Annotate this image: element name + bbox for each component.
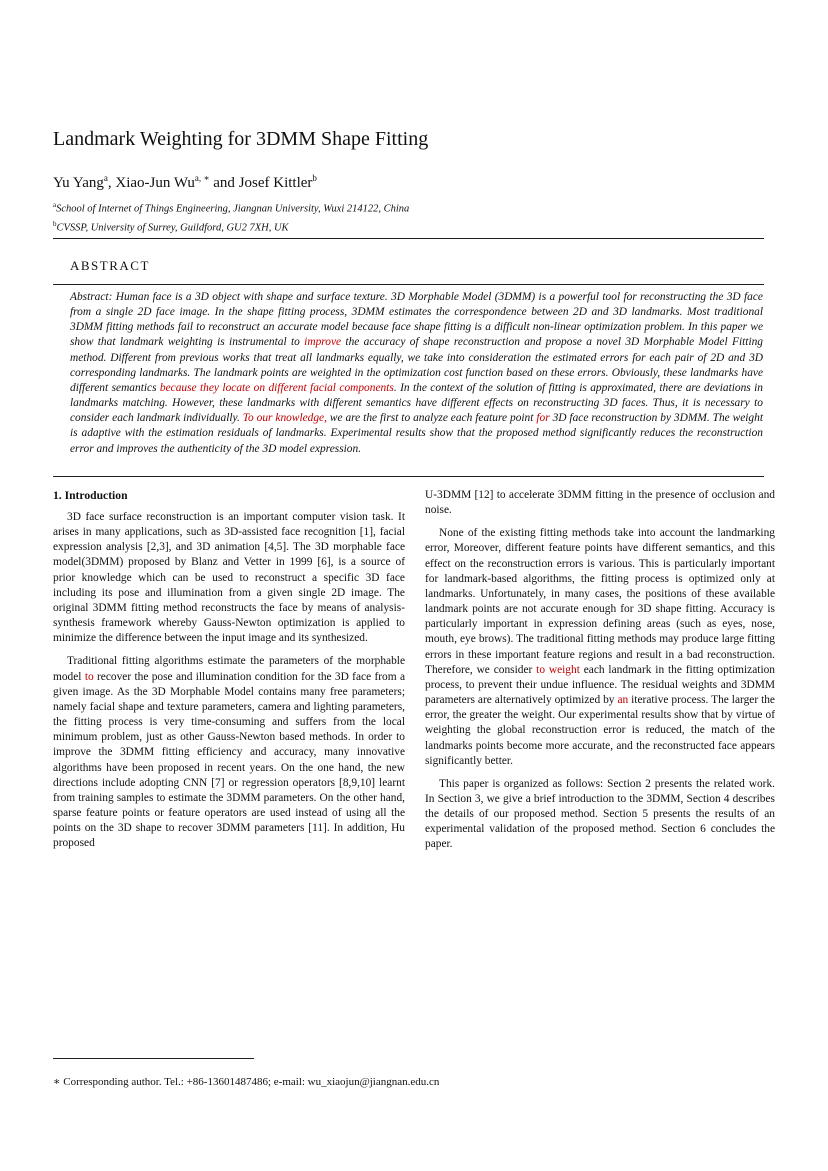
highlight-text: improve: [304, 336, 342, 349]
divider-abstract-top: [53, 284, 764, 285]
paragraph: This paper is organized as follows: Section 2 presents the related work. In Section 3, we give a brief introduction to the 3DMM, Section 4 describes the details of our proposed method. Section 5 presents the results of an experimental validation of the proposed method. Section 6 concludes the paper.: [425, 777, 775, 851]
column-left: [53, 488, 405, 859]
highlight-text: to weight: [536, 663, 580, 676]
highlight-text: an: [617, 694, 629, 707]
abstract-segment: . In the context of the solution of fitting is approximated, there are deviations in landmarks matching. However, these landmarks with different semantics have different effects on reconstructing 3D faces. Thus, it is necessary to consider each landmark individually.: [70, 381, 763, 425]
affiliation-text: CVSSP, University of Surrey, Guildford, GU2 7XH, UK: [56, 222, 289, 233]
paper-title: Landmark Weighting for 3DMM Shape Fitting: [53, 128, 429, 150]
author-name: Yu Yang: [53, 175, 104, 191]
affiliation: [53, 217, 773, 236]
author-affil-mark: a, ∗: [194, 173, 210, 183]
abstract-segment: 3D face reconstruction by 3DMM. The weight is adaptive with the estimation residuals of landmarks. Experimental results show that the proposed method significantly reduces the reconstruction error and improves the authenticity of the 3D model expression.: [70, 412, 763, 455]
paragraph-segment: iterative process. The larger the error, the greater the weight. Our experimental results show that by virtue of weighting the global reconstruction error is reduced, the match of the landmarks points become more accurate, and the reconstructed face appears significantly better.: [425, 694, 775, 767]
paragraph: 3D face surface reconstruction is an important computer vision task. It arises in many applications, such as 3D-assisted face recognition [1], facial expression analysis [2,3], and 3D animation [4,5]. The 3D morphable face model(3DMM) proposed by Blanz and Vetter in 1999 [6], is a source of prior knowledge which can be used to reconstruct a specific 3D face including its pose and illumination from a given single 2D image. The original 3DMM fitting method reconstructs the face by means of analysis-synthesis framework whereby Gauss-Newton optimization is applied to minimize the difference between the input image and its synthesized.: [53, 511, 405, 645]
author-list: Yu Yang$^a$, Xiao-Jun $Wu^{a, ∗}$ and Josef Kittler$^b$: [53, 173, 317, 191]
highlight-text: to: [84, 670, 94, 683]
highlight-text: To our knowledge,: [242, 412, 327, 425]
abstract-heading: ABSTRACT: [70, 258, 150, 273]
author-connector: and: [209, 175, 239, 191]
highlight-text: for: [536, 412, 550, 425]
author-affil-mark: a: [103, 173, 108, 183]
author-name: Josef Kittler: [238, 175, 313, 191]
paragraph: [425, 526, 775, 769]
paragraph: [53, 654, 405, 851]
footnote: ∗ Corresponding author. Tel.: +86-13601487486; e-mail: wu_xiaojun@jiangnan.edu.cn: [53, 1076, 440, 1088]
paragraph-segment: each landmark in the fitting optimization process, to prevent their undue influence. The residual weights and 3DMM parameters are alternatively optimized by: [425, 663, 776, 707]
footnote-divider: [53, 1058, 254, 1059]
affiliation-mark: b: [53, 219, 57, 228]
affiliation-mark: a: [53, 201, 57, 209]
abstract-text: [70, 290, 763, 457]
paragraph-segment: recover the pose and illumination condition for the 3D face from a given image. As the 3D Morphable Model contains many free parameters; namely facial shape and texture parameters, camera and lighting parameters, the fitting process is very time-consuming and suffers from the local minimum problem, just as other Gauss-Newton based methods. In order to improve the 3DMM fitting efficiency and accuracy, many innovative algorithms have been proposed in recent years. On the one hand, the new directions include adopting CNN [7] or regression operators [8,9,10] learnt from training samples to estimate the 3DMM parameters. On the other hand, sparse feature points or feature operators are used instead of using all the points on the 3D shape to recover 3DMM parameters [11]. In addition, Hu proposed: [53, 670, 406, 850]
affiliation: [53, 198, 773, 217]
divider-abstract-bottom: [53, 476, 764, 477]
affiliation-list: [53, 198, 773, 235]
abstract-segment: the accuracy of shape reconstruction and propose a novel 3D Morphable Model Fitting method. Different from previous works that treat all landmarks equally, we take into consideration the estimated errors for each pair of 2D and 3D corresponding landmarks. The landmark points are weighted in the optimization cost function based on these errors. Obviously, these landmarks have different semantics: [70, 336, 763, 394]
paragraph-segment: None of the existing fitting methods take into account the landmarking error, Moreover, different feature points have different semantics, and this effect on the reconstruction errors is various. This is particularly important for landmark-based algorithms, the fitting process is optimized only at landmarks. Unfortunately, in many cases, the positions of these available landmark points are not accurate enough for 3D shape fitting. Accuracy is particularly important in expression defining areas (such as eyes, nose, mouth, eye brows). The traditional fitting methods may produce large fitting errors in these important feature regions and result in a bad reconstruction. Therefore, we consider: [425, 527, 775, 676]
affiliation-text: School of Internet of Things Engineering, Jiangnan University, Wuxi 214122, China: [56, 203, 410, 215]
abstract-segment: we are the first to analyze each feature point: [326, 412, 537, 425]
column-right: [425, 488, 775, 861]
highlight-text: because they locate on different facial components: [159, 381, 394, 394]
paragraph-continuation: U-3DMM [12] to accelerate 3DMM fitting in the presence of occlusion and noise.: [425, 489, 775, 517]
paragraph-segment: Traditional fitting algorithms estimate the parameters of the morphable model: [53, 655, 405, 683]
author-name: Xiao-Jun Wu: [115, 175, 195, 191]
divider-top: [53, 238, 764, 239]
abstract-segment: Abstract: Human face is a 3D object with shape and surface texture. 3D Morphable Model (3DMM) is a powerful tool for reconstructing the 3D face from a single 2D face image. In the shape fitting process, 3DMM estimates the correspondence between 2D and 3D landmarks. Most traditional 3DMM fitting methods fail to reconstruct an accurate model because face shape fitting is a difficult non-linear optimization problem. In this paper we show that landmark weighting is instrumental to: [70, 291, 763, 349]
author-affil-mark: b: [312, 173, 317, 183]
section-heading: 1. Introduction: [53, 489, 128, 502]
